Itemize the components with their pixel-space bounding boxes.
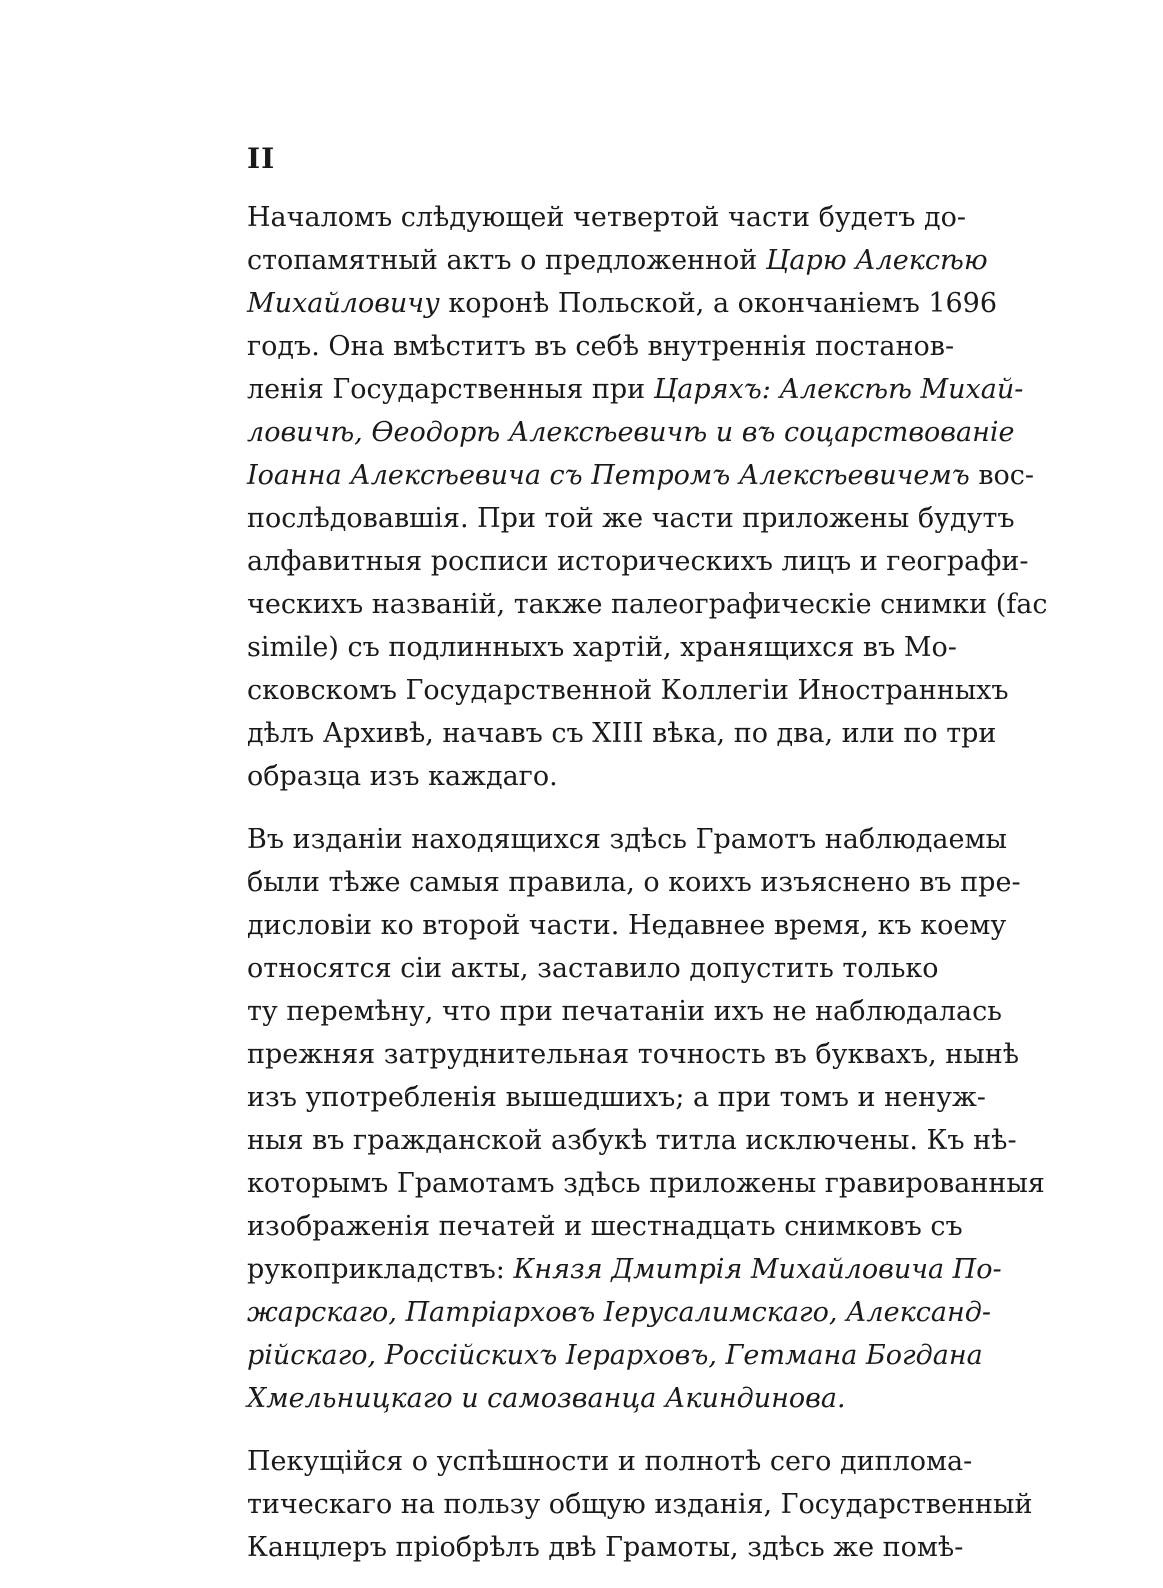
- text-line: [247, 1483, 1033, 1526]
- italic-text: жарскаго, Патріарховъ Іерусалимскаго, Александ-: [247, 1297, 991, 1328]
- text-line: [247, 1377, 931, 1420]
- text-run: simile) съ подлинныхъ хартій, хранящихся въ Мо-: [247, 632, 957, 663]
- text-line: [247, 755, 931, 798]
- text-line: [247, 1076, 986, 1119]
- text-run: сковскомъ Государственной Коллегіи Иностранныхъ: [247, 675, 1009, 706]
- text-run: Пекущійся о успѣшности и полнотѣ сего диплома-: [247, 1446, 973, 1477]
- text-run: изображенія печатей и шестнадцать снимковъ съ: [247, 1211, 963, 1242]
- text-line: [247, 904, 1007, 947]
- text-line: [247, 712, 997, 755]
- text-run: алфавитныя росписи историческихъ лицъ и географи-: [247, 546, 1029, 577]
- text-line: [247, 325, 955, 368]
- text-run: стопамятный актъ о предложенной: [247, 245, 766, 276]
- text-line: [247, 1248, 1002, 1291]
- text-line: [247, 368, 1024, 411]
- italic-text: Михайловичу: [247, 288, 440, 319]
- text-line: [247, 1205, 963, 1248]
- italic-text: ловичѣ, Ѳеодорѣ Алексѣевичѣ и въ соцарствованіе: [247, 417, 1015, 448]
- text-line: [247, 583, 1048, 626]
- text-run: Канцлеръ пріобрѣлъ двѣ Грамоты, здѣсь же помѣ-: [247, 1532, 964, 1563]
- text-run: дисловіи ко второй части. Недавнее время, къ коему: [247, 910, 1007, 941]
- italic-text: Царю Алексѣю: [765, 245, 988, 276]
- text-line: [247, 411, 1015, 454]
- text-run: ленія Государственныя при: [247, 374, 654, 405]
- text-run: образца изъ каждаго.: [247, 761, 558, 792]
- text-run: дѣлъ Архивѣ, начавъ съ XIII вѣка, по два, или по три: [247, 718, 997, 749]
- italic-text: Князя Дмитрія Михайловича По-: [513, 1254, 1002, 1285]
- text-run: относятся сіи акты, заставило допустить только: [247, 953, 939, 984]
- text-run: Въ изданіи находящихся здѣсь Грамотъ наблюдаемы: [247, 824, 1007, 855]
- text-line: [247, 1526, 964, 1569]
- text-run: годъ. Она вмѣститъ въ себѣ внутреннія постанов-: [247, 331, 955, 362]
- italic-text: Іоанна Алексѣевича съ Петромъ Алексѣевичемъ: [247, 460, 970, 491]
- text-line: [247, 818, 1007, 861]
- text-run: были тѣже самыя правила, о коихъ изъяснено въ пре-: [247, 867, 1021, 898]
- text-run: которымъ Грамотамъ здѣсь приложены гравированныя: [247, 1168, 1045, 1199]
- text-run: ныя въ гражданской азбукѣ титла исключены. Къ нѣ-: [247, 1125, 1017, 1156]
- italic-text: Царяхъ: Алексѣѣ Михай-: [653, 374, 1024, 405]
- text-run: Началомъ слѣдующей четвертой части будетъ до-: [247, 202, 967, 233]
- text-line: [247, 1334, 983, 1377]
- text-run: изъ употребленія вышедшихъ; а при томъ и ненуж-: [247, 1082, 986, 1113]
- text-run: тическаго на пользу общую изданія, Государственный: [247, 1489, 1033, 1520]
- text-line: [247, 626, 957, 669]
- text-line: [247, 990, 1002, 1033]
- paragraph: [247, 196, 1048, 798]
- text-run: ту перемѣну, что при печатаніи ихъ не наблюдалась: [247, 996, 1002, 1027]
- text-run: послѣдовавшія. При той же части приложены будутъ: [247, 503, 1015, 534]
- paragraph: [247, 1440, 1033, 1569]
- text-line: [247, 239, 988, 282]
- text-line: [247, 497, 1015, 540]
- text-run: прежняя затруднительная точность въ буквахъ, нынѣ: [247, 1039, 1020, 1070]
- text-line: [247, 454, 1035, 497]
- body-text: [247, 196, 1048, 1569]
- text-run: вос-: [969, 460, 1035, 491]
- text-line: [247, 669, 1009, 712]
- italic-text: Хмельницкаго и самозванца Акиндинова.: [247, 1383, 846, 1414]
- paragraph: [247, 818, 1045, 1420]
- text-line: [247, 1033, 1020, 1076]
- text-line: [247, 1119, 1017, 1162]
- text-line: [247, 282, 998, 325]
- italic-text: рійскаго, Россійскихъ Іерарховъ, Гетмана Богдана: [247, 1340, 983, 1371]
- text-line: [247, 1291, 991, 1334]
- page-number: II: [247, 142, 276, 175]
- text-line: [247, 947, 939, 990]
- text-run: коронѣ Польской, а окончаніемъ 1696: [439, 288, 998, 319]
- text-line: [247, 1440, 973, 1483]
- text-line: [247, 1162, 1045, 1205]
- text-line: [247, 861, 1021, 904]
- text-run: ческихъ названій, также палеографическіе снимки (fac: [247, 589, 1048, 620]
- text-run: рукоприкладствъ:: [247, 1254, 514, 1285]
- text-line: [247, 540, 1029, 583]
- text-line: [247, 196, 967, 239]
